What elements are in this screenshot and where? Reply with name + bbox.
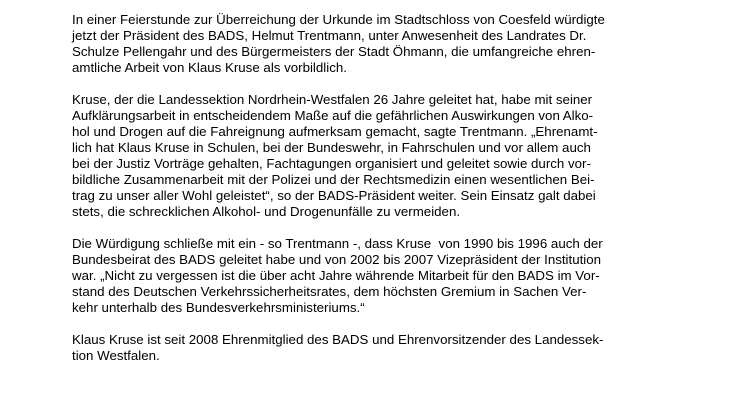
paragraph-career	[72, 236, 712, 316]
paragraph-ceremony	[72, 12, 712, 76]
text-line: Die Würdigung schließe mit ein - so Trentmann -, dass Kruse von 1990 bis 1996 auch der	[72, 236, 603, 251]
text-line: lich hat Klaus Kruse in Schulen, bei der Bundeswehr, in Fahrschulen und vor allem auch	[72, 140, 591, 155]
text-line: kehr unterhalb des Bundesverkehrsministeriums.“	[72, 300, 365, 315]
paragraph-achievements	[72, 92, 712, 220]
text-line: trag zu unser aller Wohl geleistet“, so der BADS-Präsident weiter. Sein Einsatz galt dabei	[72, 188, 596, 203]
document-body	[72, 12, 712, 380]
text-line: amtliche Arbeit von Klaus Kruse als vorbildlich.	[72, 60, 347, 75]
text-line: Aufklärungsarbeit in entscheidendem Maße auf die gefährlichen Auswirkungen von Alko-	[72, 108, 594, 123]
text-line: hol und Drogen auf die Fahreignung aufmerksam gemacht, sagte Trentmann. „Ehrenamt-	[72, 124, 598, 139]
text-line: jetzt der Präsident des BADS, Helmut Trentmann, unter Anwesenheit des Landrates Dr.	[72, 28, 587, 43]
text-line: Schulze Pellengahr und des Bürgermeisters der Stadt Öhmann, die umfangreiche ehren-	[72, 44, 596, 59]
text-line: Kruse, der die Landessektion Nordrhein-Westfalen 26 Jahre geleitet hat, habe mit seiner	[72, 92, 593, 107]
text-line: stand des Deutschen Verkehrssicherheitsrates, dem höchsten Gremium in Sachen Ver-	[72, 284, 587, 299]
paragraph-honorary	[72, 332, 712, 364]
text-line: stets, die schrecklichen Alkohol- und Drogenunfälle zu vermeiden.	[72, 204, 461, 219]
text-line: bildliche Zusammenarbeit mit der Polizei und der Rechtsmedizin einen wesentlichen Bei-	[72, 172, 595, 187]
text-line: Klaus Kruse ist seit 2008 Ehrenmitglied des BADS und Ehrenvorsitzender des Landessek-	[72, 332, 604, 347]
text-line: tion Westfalen.	[72, 348, 160, 363]
text-line: bei der Justiz Vorträge gehalten, Fachtagungen organisiert und geleitet sowie durch vor-	[72, 156, 591, 171]
text-line: war. „Nicht zu vergessen ist die über acht Jahre währende Mitarbeit für den BADS im Vor-	[72, 268, 600, 283]
text-line: Bundesbeirat des BADS geleitet habe und von 2002 bis 2007 Vizepräsident der Institution	[72, 252, 602, 267]
text-line: In einer Feierstunde zur Überreichung der Urkunde im Stadtschloss von Coesfeld würdigte	[72, 12, 605, 27]
